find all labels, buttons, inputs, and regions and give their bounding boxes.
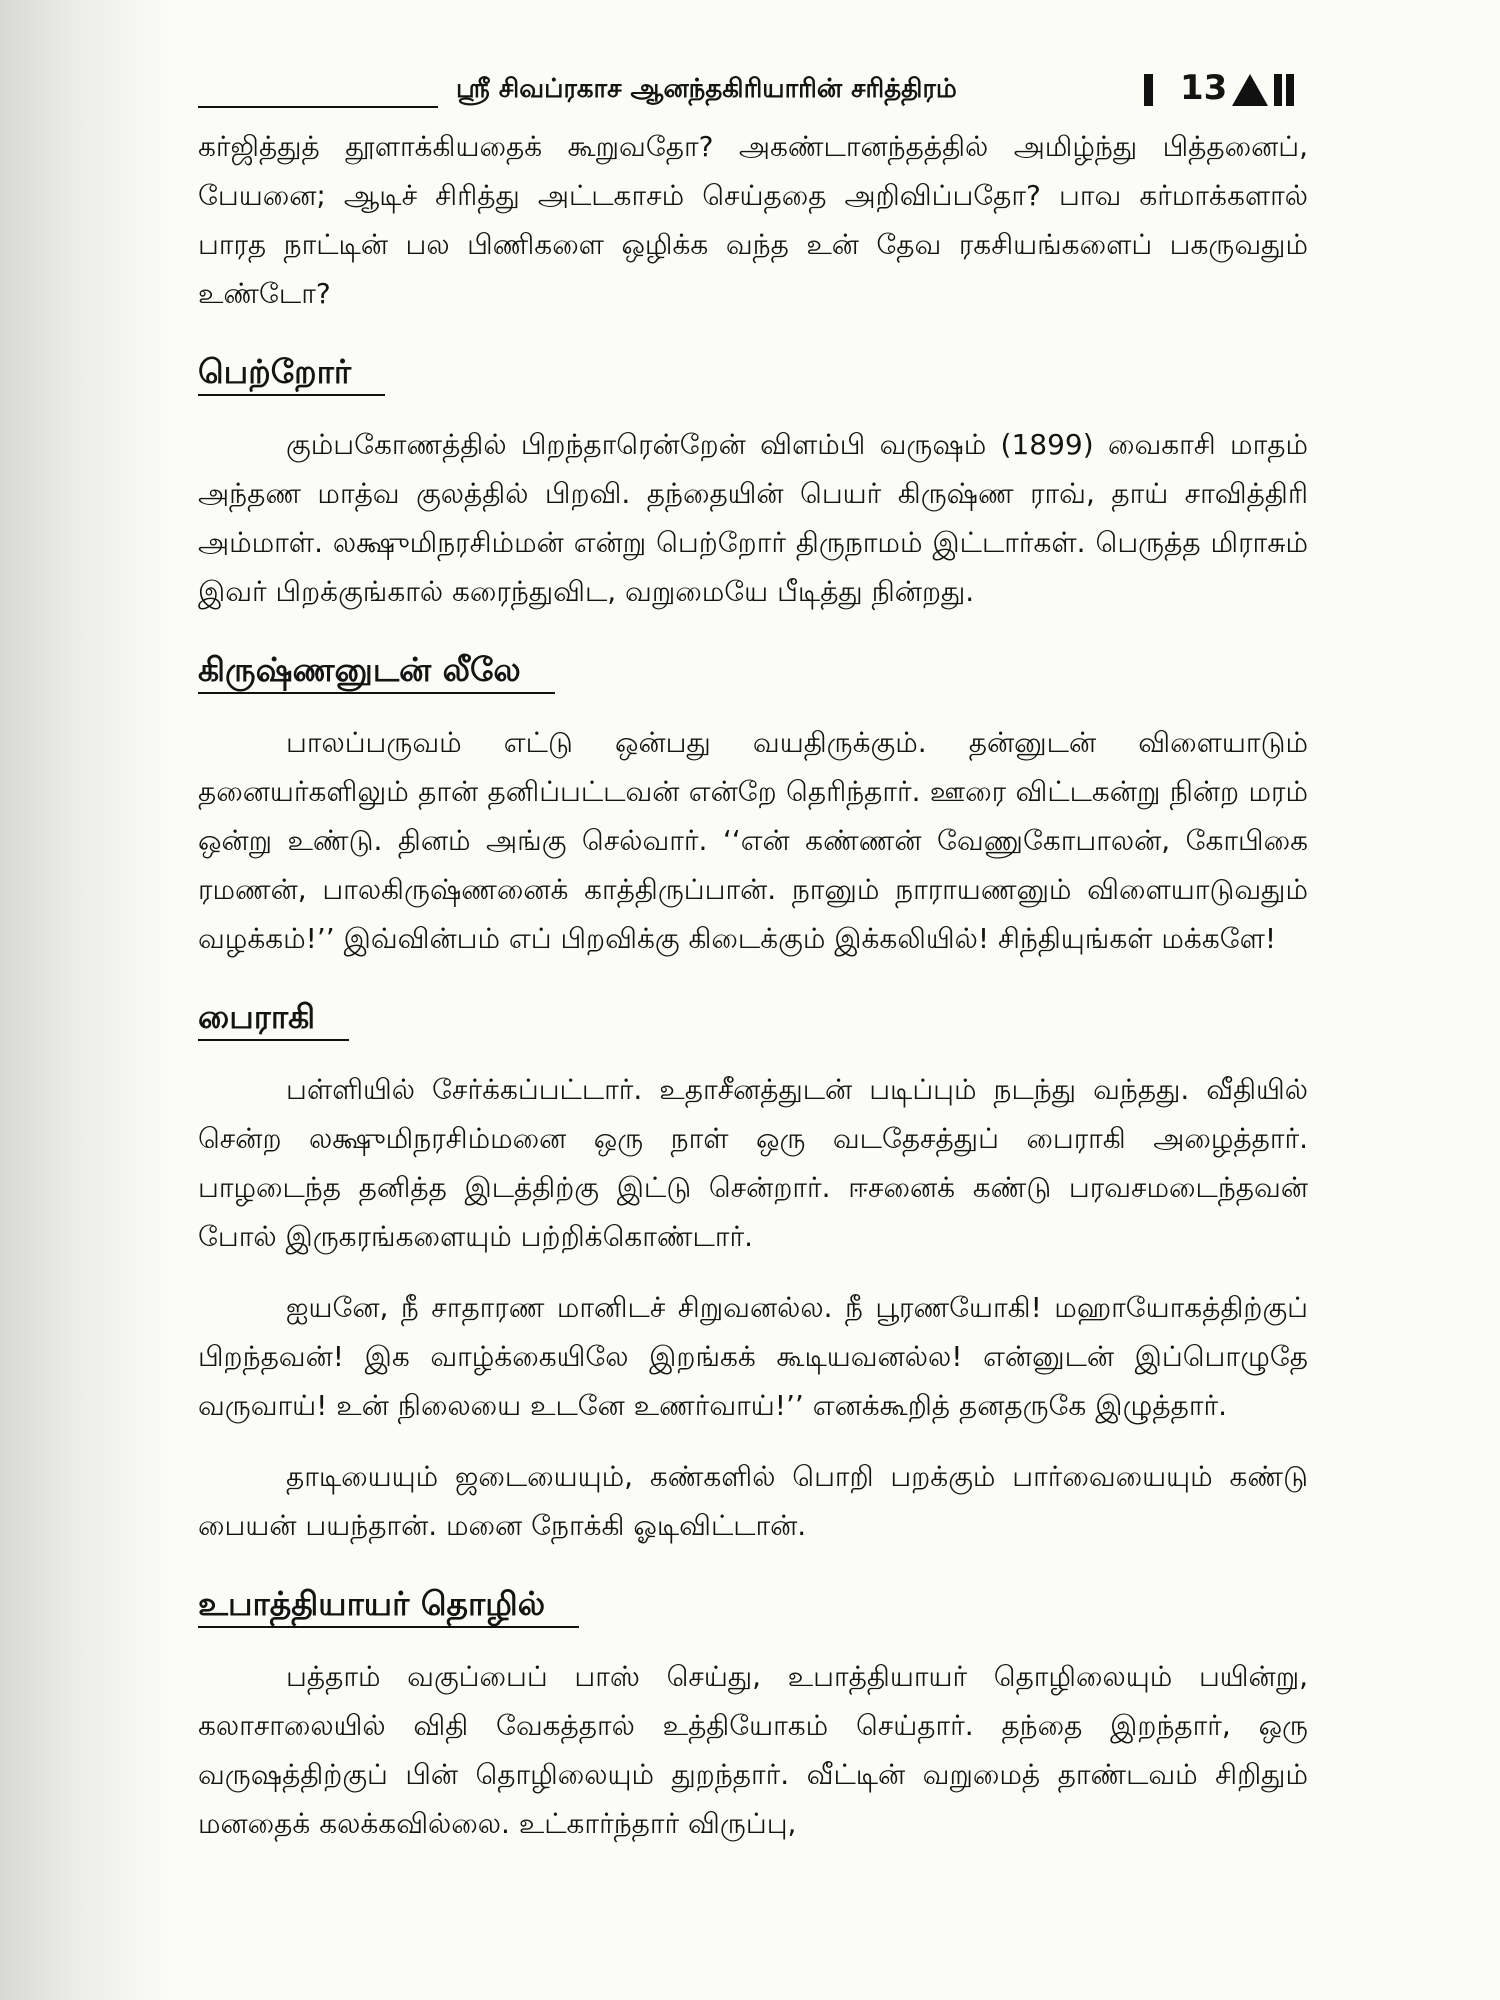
section-heading-parents xyxy=(198,350,1308,396)
intro-paragraph: கர்ஜித்துத் தூளாக்கியதைக் கூறுவதோ? அகண்டானந்தத்தில் அமிழ்ந்து பித்தனைப், பேயனை; ஆடிச் சிரித்து அட்டகாசம் செய்ததை அறிவிப்பதோ? பாவ கர்மாக்களால் பாரத நாட்டின் பல பிணிகளை ஒழிக்க வந்த உன் தேவ ரகசியங்களைப் பகருவதும் உண்டோ? xyxy=(198,130,1308,310)
book-page xyxy=(198,62,1308,1848)
section-heading-bairagi xyxy=(198,995,1308,1041)
section-heading-teacher-profession xyxy=(198,1582,1308,1628)
body-paragraph: பாலப்பருவம் எட்டு ஒன்பது வயதிருக்கும். தன்னுடன் விளையாடும் தனையர்களிலும் தான் தனிப்பட்டவன் என்றே தெரிந்தார். ஊரை விட்டகன்று நின்ற மரம் ஒன்று உண்டு. தினம் அங்கு செல்வார். ‘‘என் கண்ணன் வேணுகோபாலன், கோபிகை ரமணன், பாலகிருஷ்ணனைக் காத்திருப்பான். நானும் நாராயணனும் விளையாடுவதும் வழக்கம்!’’ இவ்வின்பம் எப் பிறவிக்கு கிடைக்கும் இக்கலியில்! சிந்தியுங்கள் மக்களே! xyxy=(198,726,1308,955)
section-title: பைராகி xyxy=(198,995,349,1041)
section-title: உபாத்தியாயர் தொழில் xyxy=(198,1582,579,1628)
body-paragraph: பத்தாம் வகுப்பைப் பாஸ் செய்து, உபாத்தியாயர் தொழிலையும் பயின்று, கலாசாலையில் விதி வேகத்தால் உத்தியோகம் செய்தார். தந்தை இறந்தார், ஒரு வருஷத்திற்குப் பின் தொழிலையும் துறந்தார். வீட்டின் வறுமைத் தாண்டவம் சிறிதும் மனதைக் கலக்கவில்லை. உட்கார்ந்தார் விருப்பு, xyxy=(198,1660,1308,1840)
body-paragraph: பள்ளியில் சேர்க்கப்பட்டார். உதாசீனத்துடன் படிப்பும் நடந்து வந்தது. வீதியில் சென்ற லக்ஷுமிநரசிம்மனை ஒரு நாள் ஒரு வடதேசத்துப் பைராகி அழைத்தார். பாழடைந்த தனித்த இடத்திற்கு இட்டு சென்றார். ஈசனைக் கண்டு பரவசமடைந்தவன் போல் இருகரங்களையும் பற்றிக்கொண்டார். xyxy=(198,1073,1308,1253)
body-paragraph: தாடியையும் ஜடையையும், கண்களில் பொறி பறக்கும் பார்வையையும் கண்டு பையன் பயந்தான். மனை நோக்கி ஓடிவிட்டான். xyxy=(198,1460,1308,1542)
running-header xyxy=(198,62,1308,122)
running-title: ஸ்ரீ சிவப்ரகாச ஆனந்தகிரியாரின் சரித்திரம் xyxy=(456,74,957,104)
section-heading-krishna-leela xyxy=(198,648,1308,694)
publisher-mark-icon xyxy=(1230,72,1296,106)
header-separator-bar xyxy=(1144,74,1153,106)
page-number: 13 xyxy=(1180,68,1228,108)
section-title: கிருஷ்ணனுடன் லீலே xyxy=(198,648,555,694)
body-paragraph: கும்பகோணத்தில் பிறந்தாரென்றேன் விளம்பி வருஷம் (1899) வைகாசி மாதம் அந்தண மாத்வ குலத்தில் பிறவி. தந்தையின் பெயர் கிருஷ்ண ராவ், தாய் சாவித்திரி அம்மாள். லக்ஷுமிநரசிம்மன் என்று பெற்றோர் திருநாமம் இட்டார்கள். பெருத்த மிராசும் இவர் பிறக்குங்கால் கரைந்துவிட, வறுமையே பீடித்து நின்றது. xyxy=(198,428,1308,608)
header-rule xyxy=(198,106,438,108)
body-paragraph: ஐயனே, நீ சாதாரண மானிடச் சிறுவனல்ல. நீ பூரணயோகி! மஹாயோகத்திற்குப் பிறந்தவன்! இக வாழ்க்கையிலே இறங்கக் கூடியவனல்ல! என்னுடன் இப்பொழுதே வருவாய்! உன் நிலையை உடனே உணர்வாய்!’’ எனக்கூறித் தனதருகே இழுத்தார். xyxy=(198,1291,1308,1422)
page-gutter-shadow xyxy=(0,0,170,2000)
section-title: பெற்றோர் xyxy=(198,350,385,396)
